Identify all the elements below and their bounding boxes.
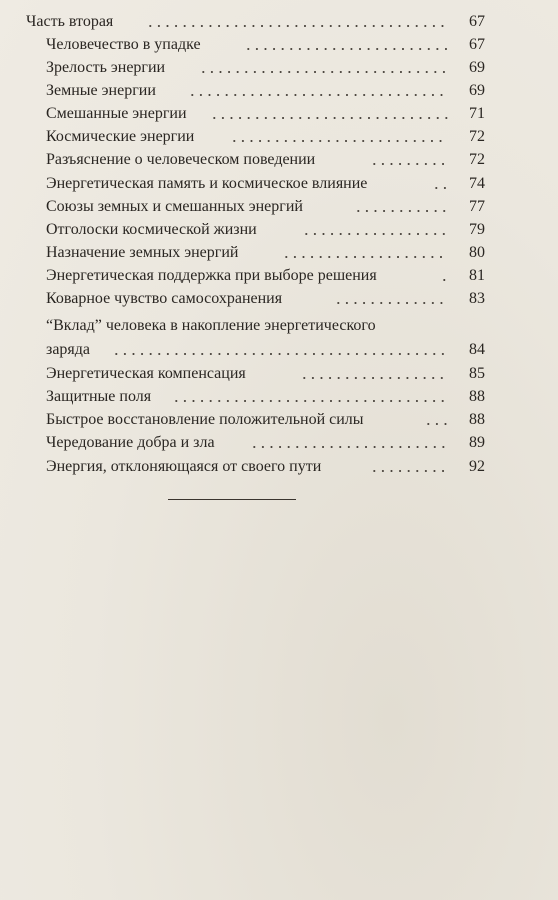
toc-entry	[0, 33, 558, 57]
toc-entry-page: 88	[469, 411, 485, 428]
toc-entry-title: Энергия, отклоняющаяся от своего пути	[46, 458, 322, 475]
toc-entry-page: 81	[469, 267, 485, 284]
toc-entry	[0, 125, 558, 149]
section-divider-rule	[168, 499, 296, 500]
toc-entry-line2	[0, 338, 558, 362]
toc-entry-title: Быстрое восстановление положительной силы	[46, 411, 364, 428]
toc-entry	[0, 172, 558, 196]
toc-entry	[0, 218, 558, 242]
toc-entry-title: Защитные поля	[46, 388, 152, 405]
toc-entry-page: 84	[469, 341, 485, 358]
toc-entry	[0, 264, 558, 288]
toc-entry	[0, 241, 558, 265]
toc-leader-dots	[302, 233, 448, 235]
toc-entry-title: Союзы земных и смешанных энергий	[46, 198, 303, 215]
toc-leader-dots	[199, 71, 448, 73]
toc-entry	[0, 362, 558, 386]
toc-entry	[0, 408, 558, 432]
toc-entry	[0, 287, 558, 311]
toc-entry-page: 80	[469, 244, 485, 261]
toc-entry-title: Энергетическая память и космическое влияние	[46, 175, 368, 192]
toc-leader-dots	[210, 117, 448, 119]
toc-leader-dots	[370, 470, 448, 472]
toc-entry-title: Космические энергии	[46, 128, 195, 145]
toc-entry-page: 83	[469, 290, 485, 307]
toc-entry-title: Часть вторая	[26, 13, 114, 30]
toc-entry-title: Отголоски космической жизни	[46, 221, 257, 238]
toc-entry-page: 85	[469, 365, 485, 382]
toc-leader-dots	[244, 48, 448, 50]
toc-entry-page: 88	[469, 388, 485, 405]
toc-entry	[0, 102, 558, 126]
toc-entry	[0, 56, 558, 80]
toc-entry-page: 67	[469, 36, 485, 53]
toc-leader-dots	[188, 94, 448, 96]
toc-leader-dots	[432, 187, 448, 189]
toc-entry-title: Энергетическая поддержка при выборе решения	[46, 267, 377, 284]
toc-entry-page: 69	[469, 82, 485, 99]
toc-entry-title: Чередование добра и зла	[46, 434, 215, 451]
toc-entry-page: 69	[469, 59, 485, 76]
toc-entry-title: Человечество в упадке	[46, 36, 201, 53]
toc-leader-dots	[250, 446, 448, 448]
toc-entry	[0, 431, 558, 455]
toc-leader-dots	[440, 279, 448, 281]
toc-entry-title-continued: заряда	[46, 341, 91, 358]
toc-entry-page: 92	[469, 458, 485, 475]
toc-leader-dots	[172, 400, 448, 402]
toc-entry	[0, 79, 558, 103]
toc-part-heading	[0, 10, 558, 34]
toc-entry-title: Земные энергии	[46, 82, 156, 99]
toc-entry-title: “Вклад” человека в накопление энергетического	[46, 317, 376, 334]
toc-entry	[0, 195, 558, 219]
toc-entry-page: 72	[469, 128, 485, 145]
toc-entry-page: 67	[469, 13, 485, 30]
toc-entry-line1	[0, 314, 558, 338]
toc-entry	[0, 455, 558, 479]
toc-entry-page: 77	[469, 198, 485, 215]
toc-entry	[0, 148, 558, 172]
toc-entry-page: 74	[469, 175, 485, 192]
toc-entry-title: Зрелость энергии	[46, 59, 166, 76]
toc-entry-title: Назначение земных энергий	[46, 244, 239, 261]
toc-entry-title: Энергетическая компенсация	[46, 365, 246, 382]
toc-leader-dots	[424, 423, 448, 425]
toc-entry-page: 71	[469, 105, 485, 122]
toc-entry-page: 89	[469, 434, 485, 451]
toc-leader-dots	[334, 302, 448, 304]
toc-leader-dots	[282, 256, 448, 258]
toc-leader-dots	[300, 377, 448, 379]
toc-leader-dots	[146, 25, 448, 27]
toc-entry-title: Смешанные энергии	[46, 105, 187, 122]
toc-entry-title: Коварное чувство самосохранения	[46, 290, 283, 307]
toc-entry-page: 79	[469, 221, 485, 238]
toc-leader-dots	[370, 163, 448, 165]
toc-leader-dots	[354, 210, 448, 212]
toc-leader-dots	[112, 353, 448, 355]
toc-entry-title: Разъяснение о человеческом поведении	[46, 151, 316, 168]
toc-leader-dots	[230, 140, 448, 142]
toc-entry-page: 72	[469, 151, 485, 168]
toc-entry	[0, 385, 558, 409]
